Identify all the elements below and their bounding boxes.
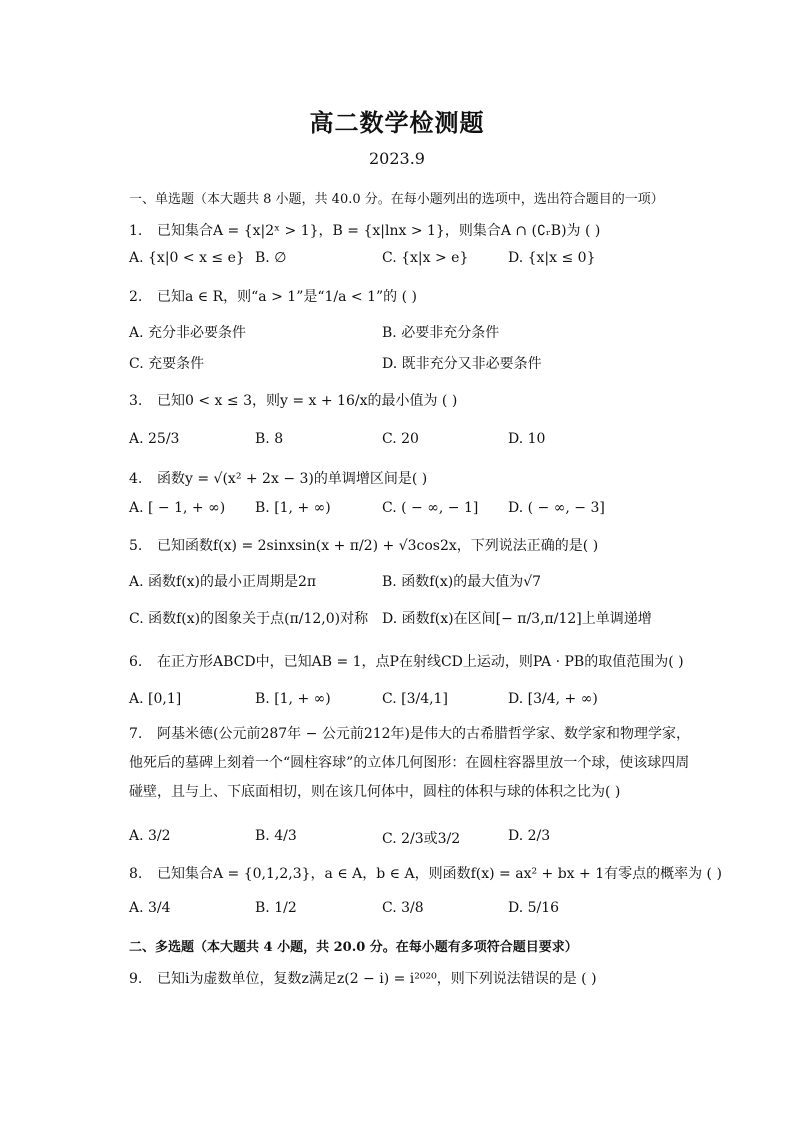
options-row	[129, 353, 689, 375]
question-7	[129, 720, 693, 807]
option-d: D. [3/4, + ∞)	[508, 691, 598, 707]
option-d: D. 2/3	[508, 828, 551, 844]
question-number: 9.	[129, 971, 143, 987]
question-2	[129, 286, 417, 306]
options-row	[129, 828, 689, 850]
option-d: D. 10	[508, 431, 546, 447]
options-row	[129, 900, 689, 922]
question-6	[129, 651, 684, 671]
option-d: D. ( − ∞, − 3]	[508, 500, 605, 516]
option-b: B. [1, + ∞)	[255, 500, 331, 516]
options-row	[129, 250, 689, 272]
option-b: B. 1/2	[255, 900, 297, 916]
option-c: C. 3/8	[382, 900, 424, 916]
options-row	[129, 322, 689, 344]
option-a: A. 3/4	[129, 900, 171, 916]
options-row	[129, 500, 689, 522]
options-row	[129, 431, 689, 453]
option-c: C. 2/3或3/2	[382, 831, 461, 847]
question-text: 已知集合A = {0,1,2,3}，a ∈ A，b ∈ A，则函数f(x) = ax² + bx + 1有零点的概率为 ( )	[157, 866, 722, 882]
question-text: 在正方形ABCD中，已知AB = 1，点P在射线CD上运动，则PA · PB的取值范围为( )	[157, 654, 684, 670]
option-c: C. 20	[382, 431, 419, 447]
question-number: 4.	[129, 471, 143, 487]
options-row	[129, 571, 689, 593]
question-text: 已知函数f(x) = 2sinxsin(x + π/2) + √3cos2x，下列说法正确的是( )	[157, 538, 599, 554]
question-8	[129, 863, 722, 883]
option-a: A. [0,1]	[129, 691, 182, 707]
option-d: D. 5/16	[508, 900, 560, 916]
option-c: C. {x|x > e}	[382, 250, 469, 266]
question-number: 6.	[129, 654, 143, 670]
document-title: 高二数学检测题	[309, 108, 485, 137]
option-b: B. 函数f(x)的最大值为√7	[382, 574, 542, 590]
option-a: A. {x|0 < x ≤ e}	[129, 250, 245, 266]
question-number: 2.	[129, 289, 143, 305]
question-4	[129, 468, 427, 488]
question-text: 函数y = √(x² + 2x − 3)的单调增区间是( )	[157, 471, 428, 487]
option-a: A. 充分非必要条件	[129, 325, 247, 341]
question-number: 3.	[129, 393, 143, 409]
option-a: A. 函数f(x)的最小正周期是2π	[129, 574, 317, 590]
question-9	[129, 968, 597, 988]
question-number: 8.	[129, 866, 143, 882]
option-a: A. 3/2	[129, 828, 171, 844]
document-date: 2023.9	[369, 149, 425, 168]
options-row	[129, 608, 689, 630]
option-b: B. 4/3	[255, 828, 297, 844]
option-b: B. [1, + ∞)	[255, 691, 331, 707]
option-c: C. [3/4,1]	[382, 691, 448, 707]
option-d: D. 既非充分又非必要条件	[382, 356, 542, 372]
question-text: 已知a ∈ R，则“a > 1”是“1/a < 1”的 ( )	[157, 289, 417, 305]
question-number: 5.	[129, 538, 143, 554]
option-c: C. 函数f(x)的图象关于点(π/12,0)对称	[129, 611, 369, 627]
option-d: D. {x|x ≤ 0}	[508, 250, 596, 266]
question-number: 1.	[129, 223, 143, 239]
question-3	[129, 390, 457, 410]
option-d: D. 函数f(x)在区间[− π/3,π/12]上单调递增	[382, 611, 652, 627]
question-number: 7.	[129, 726, 143, 742]
question-text: 已知0 < x ≤ 3，则y = x + 16/x的最小值为 ( )	[157, 393, 458, 409]
option-a: A. [ − 1, + ∞)	[129, 500, 226, 516]
options-row	[129, 691, 689, 713]
section-heading-single-choice: 一、单选题（本大题共 8 小题，共 40.0 分。在每小题列出的选项中，选出符合题目的一项）	[129, 192, 664, 207]
question-text: 已知集合A = {x|2ˣ > 1}，B = {x|lnx > 1}，则集合A ∩ (∁ᵣB)为 ( )	[157, 223, 601, 239]
option-b: B. 必要非充分条件	[382, 325, 500, 341]
question-text: 已知i为虚数单位，复数z满足z(2 − i) = i²⁰²⁰，则下列说法错误的是 ( )	[157, 971, 597, 987]
question-5	[129, 535, 598, 555]
option-c: C. 充要条件	[129, 356, 205, 372]
option-c: C. ( − ∞, − 1]	[382, 500, 479, 516]
question-text: 阿基米德(公元前287年 − 公元前212年)是伟大的古希腊哲学家、数学家和物理学家，他死后的墓碑上刻着一个“圆柱容球”的立体几何图形：在圆柱容器里放一个球，使该球四周碰壁，且与上、下底面相切，则在该几何体中，圆柱的体积与球的体积之比为( )	[129, 726, 690, 800]
section-heading-multiple-choice: 二、多选题（本大题共 4 小题，共 20.0 分。在每小题有多项符合题目要求）	[129, 940, 578, 955]
option-b: B. ∅	[255, 250, 287, 266]
option-b: B. 8	[255, 431, 284, 447]
question-1	[129, 220, 600, 240]
option-a: A. 25/3	[129, 431, 180, 447]
